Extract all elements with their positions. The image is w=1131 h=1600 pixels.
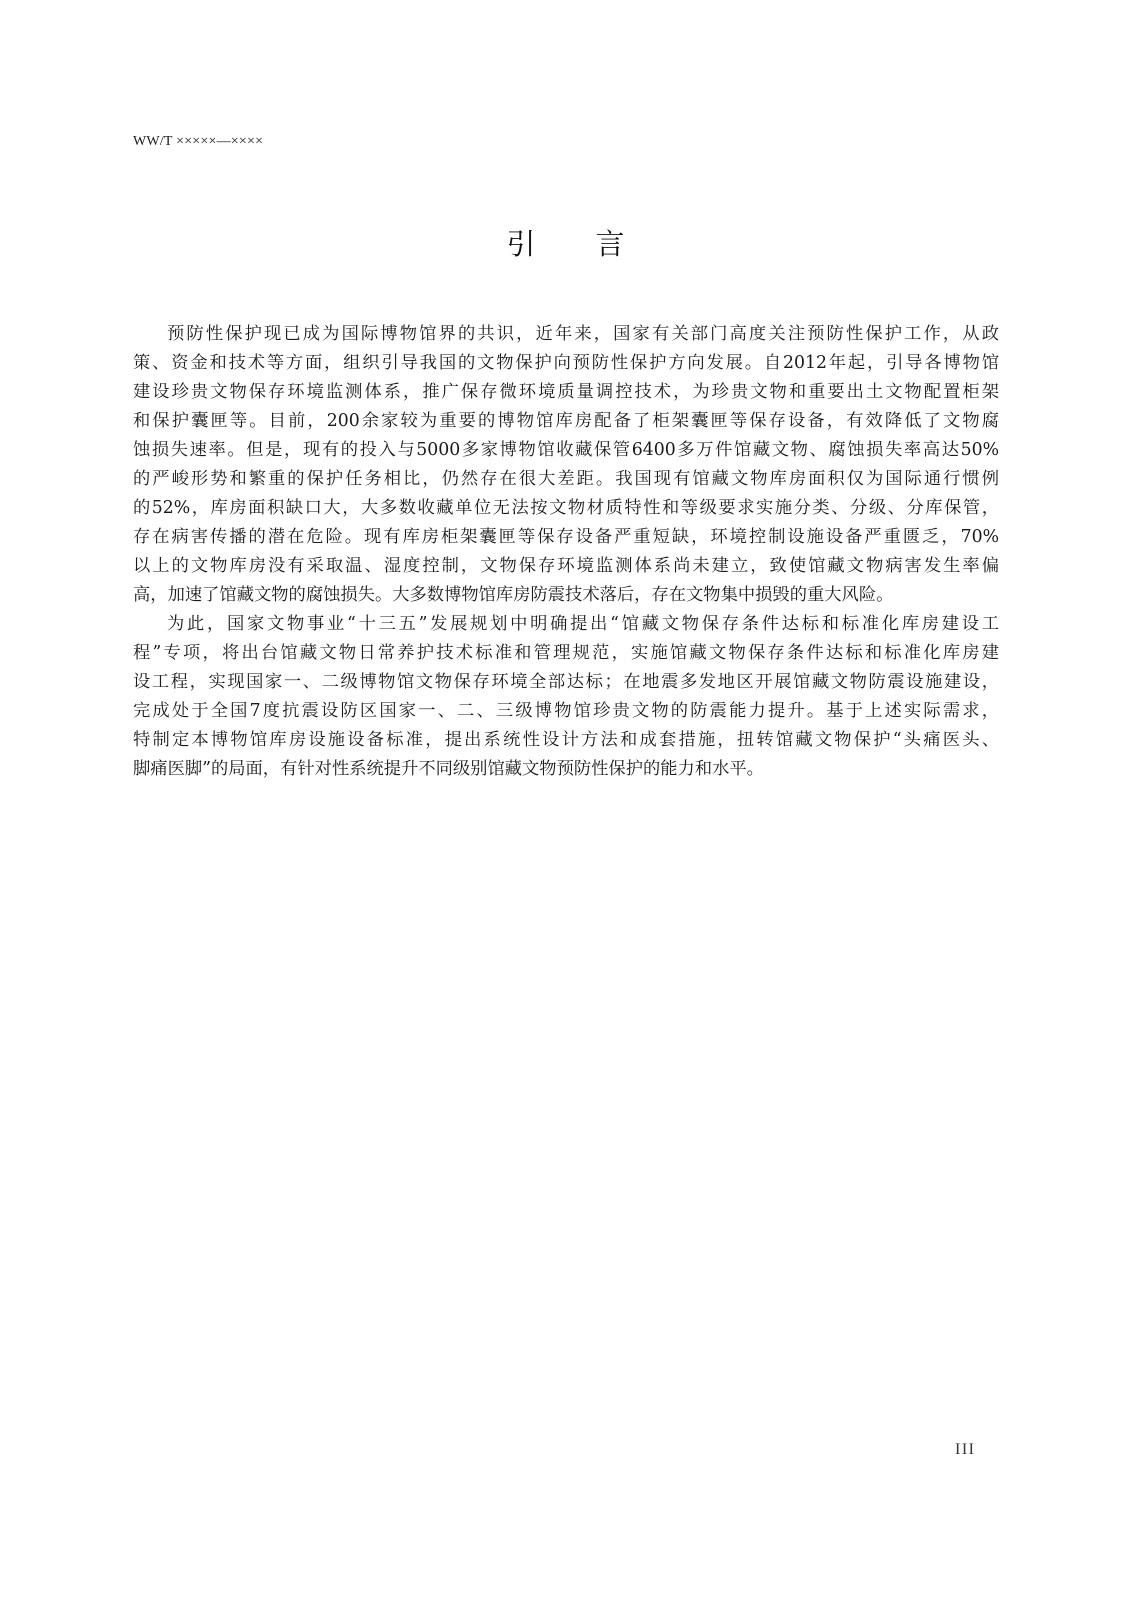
text-line: 蚀损失速率。但是，现有的投入与5000多家博物馆收藏保管6400多万件馆藏文物、腐蚀损失率高达50% [133,440,999,460]
text-line: 策、资金和技术等方面，组织引导我国的文物保护向预防性保护方向发展。自2012年起，引导各博物馆 [133,353,999,373]
text-line: 高，加速了馆藏文物的腐蚀损失。大多数博物馆库房防震技术落后，存在文物集中损毁的重大风险。 [133,585,894,605]
standard-code-header: WW/T ×××××—×××× [133,134,264,149]
text-line: 建设珍贵文物保存环境监测体系，推广保存微环境质量调控技术，为珍贵文物和重要出土文物配置柜架 [133,382,999,402]
page-number: III [955,1441,976,1458]
text-line: 脚痛医脚”的局面，有针对性系统提升不同级别馆藏文物预防性保护的能力和水平。 [133,759,764,779]
text-line: 的严峻形势和繁重的保护任务相比，仍然存在很大差距。我国现有馆藏文物库房面积仅为国际通行惯例 [133,469,999,489]
text-line: 的52%，库房面积缺口大，大多数收藏单位无法按文物材质特性和等级要求实施分类、分级、分库保管， [133,498,999,518]
text-line: 特制定本博物馆库房设施设备标准，提出系统性设计方法和成套措施，扭转馆藏文物保护“头痛医头、 [133,730,999,750]
text-line: 存在病害传播的潜在危险。现有库房柜架囊匣等保存设备严重短缺，环境控制设施设备严重匮乏，70% [133,527,999,547]
text-line: 程”专项，将出台馆藏文物日常养护技术标准和管理规范，实施馆藏文物保存条件达标和标准化库房建 [133,643,999,663]
text-line: 和保护囊匣等。目前，200余家较为重要的博物馆库房配备了柜架囊匣等保存设备，有效降低了文物腐 [133,411,999,431]
text-line: 以上的文物库房没有采取温、湿度控制，文物保存环境监测体系尚未建立，致使馆藏文物病害发生率偏 [133,556,999,576]
paragraph-2 [133,610,999,784]
body-text [133,320,999,784]
text-line: 完成处于全国7度抗震设防区国家一、二、三级博物馆珍贵文物的防震能力提升。基于上述实际需求， [133,701,999,721]
text-line: 预防性保护现已成为国际博物馆界的共识，近年来，国家有关部门高度关注预防性保护工作，从政 [167,324,999,344]
text-line: 为此，国家文物事业“十三五”发展规划中明确提出“馆藏文物保存条件达标和标准化库房建设工 [167,614,999,634]
paragraph-1 [133,320,999,610]
page-title: 引言 [506,227,685,261]
text-line: 设工程，实现国家一、二级博物馆文物保存环境全部达标；在地震多发地区开展馆藏文物防震设施建设， [133,672,999,692]
